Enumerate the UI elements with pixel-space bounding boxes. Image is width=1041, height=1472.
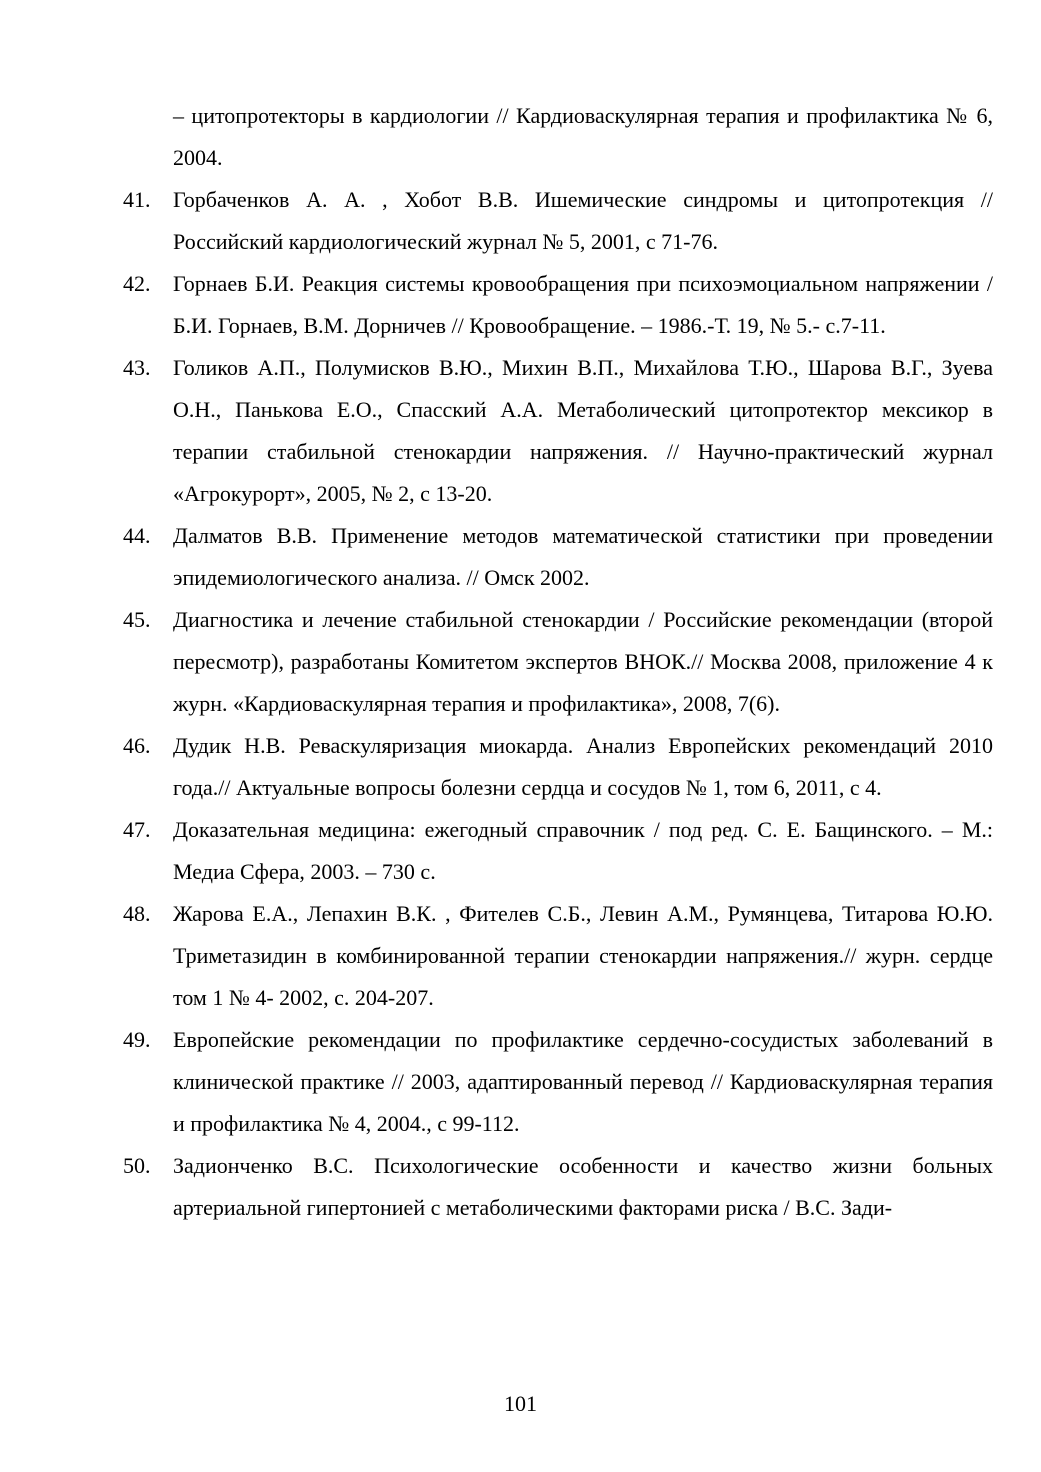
- reference-list: [123, 95, 993, 1229]
- reference-continuation: [123, 95, 993, 179]
- reference-item-46: [123, 725, 993, 809]
- reference-text: Дудик Н.В. Реваскуляризация миокарда. Анализ Европейских рекомендаций 2010 года.// Актуальные вопросы болезни сердца и сосудов № 1, том 6, 2011, с 4.: [173, 733, 993, 800]
- reference-item-49: [123, 1019, 993, 1145]
- reference-text: Голиков А.П., Полумисков В.Ю., Михин В.П., Михайлова Т.Ю., Шарова В.Г., Зуева О.Н., Панькова Е.О., Спасский А.А. Метаболический цитопротектор мексикор в терапии стабильной стенокардии напряжения. // Научно-практический журнал «Агрокурорт», 2005, № 2, с 13-20.: [173, 355, 993, 506]
- reference-item-50: [123, 1145, 993, 1229]
- reference-number: 42.: [123, 271, 151, 296]
- page-number: 101: [504, 1391, 537, 1416]
- reference-item-43: [123, 347, 993, 515]
- reference-text: Горнаев Б.И. Реакция системы кровообращения при психоэмоциальном напряжении /Б.И. Горнаев, В.М. Дорничев // Кровообращение. – 1986.-Т. 19, № 5.- с.7-11.: [173, 271, 993, 338]
- reference-number: 46.: [123, 733, 151, 758]
- reference-number: 50.: [123, 1153, 151, 1178]
- reference-item-48: [123, 893, 993, 1019]
- reference-text: Жарова Е.А., Лепахин В.К. , Фителев С.Б., Левин А.М., Румянцева, Титарова Ю.Ю. Триметазидин в комбинированной терапии стенокардии напряжения.// журн. сердце том 1 № 4- 2002, с. 204-207.: [173, 901, 993, 1010]
- reference-number: 47.: [123, 817, 151, 842]
- reference-text: Доказательная медицина: ежегодный справочник / под ред. С. Е. Бащинского. – М.: Медиа Сфера, 2003. – 730 с.: [173, 817, 993, 884]
- reference-number: 41.: [123, 187, 151, 212]
- reference-item-42: [123, 263, 993, 347]
- reference-number: 48.: [123, 901, 151, 926]
- reference-item-44: [123, 515, 993, 599]
- reference-text: Далматов В.В. Применение методов математической статистики при проведении эпидемиологического анализа. // Омск 2002.: [173, 523, 993, 590]
- reference-item-41: [123, 179, 993, 263]
- reference-text: – цитопротекторы в кардиологии // Кардиоваскулярная терапия и профилактика № 6, 2004.: [173, 103, 993, 170]
- reference-item-45: [123, 599, 993, 725]
- reference-number: 43.: [123, 355, 151, 380]
- reference-text: Европейские рекомендации по профилактике сердечно-сосудистых заболеваний в клинической практике // 2003, адаптированный перевод // Кардиоваскулярная терапия и профилактика № 4, 2004., с 99-112.: [173, 1027, 993, 1136]
- reference-number: 44.: [123, 523, 151, 548]
- reference-item-47: [123, 809, 993, 893]
- reference-text: Диагностика и лечение стабильной стенокардии / Российские рекомендации (второй пересмотр), разработаны Комитетом экспертов ВНОК.// Москва 2008, приложение 4 к журн. «Кардиоваскулярная терапия и профилактика», 2008, 7(6).: [173, 607, 993, 716]
- reference-number: 45.: [123, 607, 151, 632]
- reference-text: Горбаченков А. А. , Хобот В.В. Ишемические синдромы и цитопротекция // Российский кардиологический журнал № 5, 2001, с 71-76.: [173, 187, 993, 254]
- reference-number: 49.: [123, 1027, 151, 1052]
- reference-text: Задионченко В.С. Психологические особенности и качество жизни больных артериальной гипертонией с метаболическими факторами риска / В.С. Зади-: [173, 1153, 993, 1220]
